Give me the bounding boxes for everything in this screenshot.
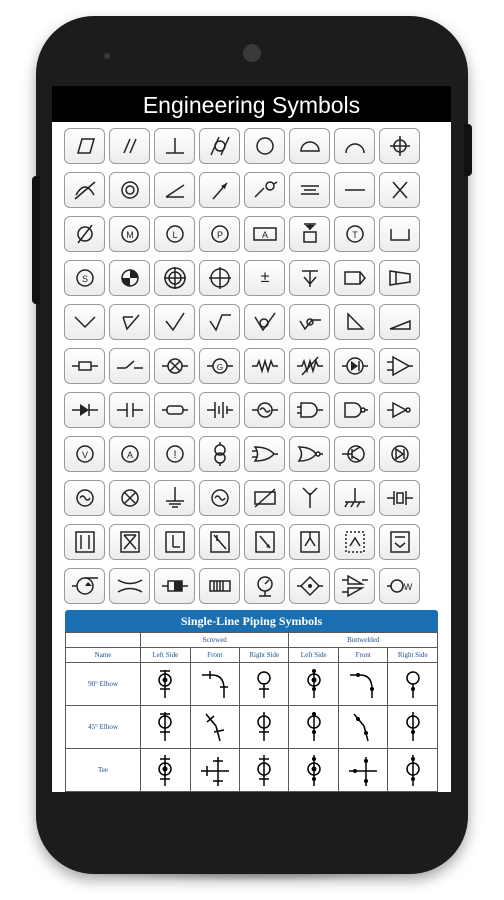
row-name: 90° Elbow [66,663,141,706]
symbol-row [64,128,440,164]
column-header: Front [338,648,387,663]
chassis-ground-icon[interactable] [334,480,375,516]
sine-source-icon[interactable] [199,480,240,516]
plus-minus-icon[interactable] [244,260,285,296]
column-header: Right Side [388,648,438,663]
crystal-icon[interactable] [379,480,420,516]
box-x-icon[interactable] [109,524,150,560]
group-header-buttwelded: Buttwelded [289,633,438,648]
elbow-90-screwed-front-icon [190,663,239,706]
datum-target-icon[interactable] [289,216,330,252]
pump-icon[interactable] [64,568,105,604]
front-camera-icon [243,44,261,62]
led-icon[interactable] [334,348,375,384]
inline-filter-icon[interactable] [154,568,195,604]
v-circle-icon[interactable] [244,304,285,340]
check-flat-icon[interactable] [199,304,240,340]
circled-p-icon[interactable] [199,216,240,252]
symbol-row [64,480,440,516]
diameter-icon[interactable] [64,216,105,252]
app-title: Engineering Symbols [52,86,451,122]
ammeter-icon[interactable] [109,436,150,472]
gauge-icon[interactable] [244,568,285,604]
power-button[interactable] [464,124,472,176]
ground-icon[interactable] [154,480,195,516]
svg-text:W: W [403,582,412,592]
svg-text:A: A [261,230,268,240]
and-gate-icon[interactable] [289,392,330,428]
symbol-row [64,216,440,252]
svg-text:L: L [171,230,178,240]
table-row [66,706,438,749]
crosshair-icon[interactable] [379,128,420,164]
transformer-icon[interactable] [199,436,240,472]
volume-button[interactable] [32,176,40,304]
column-header: Left Side [289,648,338,663]
box-arrow-icon[interactable] [154,524,195,560]
voltmeter-icon[interactable] [64,436,105,472]
symbol-row [64,524,440,560]
svg-text:M: M [125,230,134,240]
resistor-icon[interactable] [64,348,105,384]
circle-x-icon[interactable] [109,480,150,516]
box-diagonal-arrow-icon[interactable] [244,524,285,560]
column-header: Name [66,648,141,663]
tee-screwed-left-icon [141,749,190,792]
elbow-45-screwed-front-icon [190,706,239,749]
elbow-90-screwed-right-icon [240,663,289,706]
box-bars-icon[interactable] [64,524,105,560]
cartridge-icon[interactable] [199,568,240,604]
right-triangle-icon[interactable] [334,304,375,340]
angle-icon[interactable] [154,172,195,208]
piping-table [65,632,438,792]
or-gate-icon[interactable] [244,436,285,472]
buffer-icon[interactable] [379,392,420,428]
diamond-valve-icon[interactable] [289,568,330,604]
column-header: Front [190,648,239,663]
parallelism-icon[interactable] [109,128,150,164]
symbol-row [64,260,440,296]
table-row [66,663,438,706]
lamp-icon[interactable] [154,348,195,384]
fuse-icon[interactable] [154,392,195,428]
column-header: Left Side [141,648,190,663]
circled-t-icon[interactable] [334,216,375,252]
svg-text:T: T [351,230,358,240]
svg-text:A: A [126,450,133,460]
elbow-90-welded-left-icon [289,663,338,706]
circle-icon[interactable] [244,128,285,164]
svg-text:V: V [81,450,88,460]
generator-icon[interactable] [199,348,240,384]
arc-icon[interactable] [334,128,375,164]
elbow-45-screwed-right-icon [240,706,289,749]
svg-text:±: ± [260,269,269,286]
ac-source-icon[interactable] [244,392,285,428]
elbow-45-screwed-left-icon [141,706,190,749]
elbow-90-welded-right-icon [388,663,438,706]
target-small-icon[interactable] [199,260,240,296]
row-name: Tee [66,749,141,792]
tee-welded-right-icon [388,749,438,792]
total-runout-icon[interactable] [244,172,285,208]
quadrant-circle-icon[interactable] [109,260,150,296]
proximity-sensor [104,53,110,59]
symbol-row [64,348,440,384]
diode-icon[interactable] [64,392,105,428]
nor-gate-icon[interactable] [289,436,330,472]
countersink-icon[interactable] [289,260,330,296]
box-gate-icon[interactable] [379,524,420,560]
circled-m-icon[interactable] [109,216,150,252]
group-header-blank [66,633,141,648]
symbol-row [64,392,440,428]
svg-text:P: P [216,230,223,240]
oscillator-icon[interactable] [64,480,105,516]
venturi-icon[interactable] [109,568,150,604]
tee-welded-front-icon [338,749,387,792]
symbol-row [64,436,440,472]
column-header: Right Side [240,648,289,663]
elbow-90-welded-front-icon [338,663,387,706]
nand-gate-icon[interactable] [334,392,375,428]
svg-text:G: G [216,363,223,372]
symmetry-icon[interactable] [289,172,330,208]
svg-text:S: S [81,274,88,284]
parallelogram-icon[interactable] [64,128,105,164]
cylindricity-icon[interactable] [199,128,240,164]
tee-welded-left-icon [289,749,338,792]
concentric-icon[interactable] [109,172,150,208]
piping-symbols-chart [65,610,438,792]
elbow-90-screwed-left-icon [141,663,190,706]
resistor-zigzag-icon[interactable] [244,348,285,384]
elbow-45-welded-left-icon [289,706,338,749]
box-triangle-icon[interactable] [289,524,330,560]
straight-line-icon[interactable] [334,172,375,208]
group-header-row [66,633,438,648]
wedge-icon[interactable] [379,304,420,340]
j-weld-icon[interactable] [289,304,330,340]
symbol-row [64,568,440,604]
app-screen [52,86,451,792]
solenoid-w-icon[interactable] [379,568,420,604]
row-name: 45° Elbow [66,706,141,749]
box-diagonal-icon[interactable] [199,524,240,560]
antenna-icon[interactable] [289,480,330,516]
profile-surface-icon[interactable] [64,172,105,208]
exclamation-icon[interactable] [154,436,195,472]
datum-a-icon[interactable] [244,216,285,252]
symbol-row [64,172,440,208]
semicircle-icon[interactable] [289,128,330,164]
bevel-groove-icon[interactable] [109,304,150,340]
arrow-shape-icon[interactable] [334,260,375,296]
symbol-grid [64,128,440,612]
circled-s-icon[interactable] [64,260,105,296]
variable-box-icon[interactable] [244,480,285,516]
transistor-icon[interactable] [334,436,375,472]
variable-resistor-icon[interactable] [289,348,330,384]
diode-circle-icon[interactable] [379,436,420,472]
elbow-45-welded-front-icon [338,706,387,749]
runout-icon[interactable] [199,172,240,208]
switch-icon[interactable] [109,348,150,384]
group-header-screwed: Screwed [141,633,289,648]
tee-screwed-front-icon [190,749,239,792]
tee-screwed-right-icon [240,749,289,792]
elbow-45-welded-right-icon [388,706,438,749]
v-groove-icon[interactable] [64,304,105,340]
check-weld-icon[interactable] [154,304,195,340]
double-valve-icon[interactable] [334,568,375,604]
table-row [66,749,438,792]
amplifier-icon[interactable] [379,348,420,384]
piping-title: Single-Line Piping Symbols [65,610,438,632]
target-icon[interactable] [154,260,195,296]
symbol-row [64,304,440,340]
perpendicular-icon[interactable] [154,128,195,164]
battery-icon[interactable] [199,392,240,428]
u-shape-icon[interactable] [379,216,420,252]
box-dashed-icon[interactable] [334,524,375,560]
cross-icon[interactable] [379,172,420,208]
circled-l-icon[interactable] [154,216,195,252]
capacitor-icon[interactable] [109,392,150,428]
column-header-row [66,648,438,663]
tapered-box-icon[interactable] [379,260,420,296]
svg-text:!: ! [172,449,177,461]
